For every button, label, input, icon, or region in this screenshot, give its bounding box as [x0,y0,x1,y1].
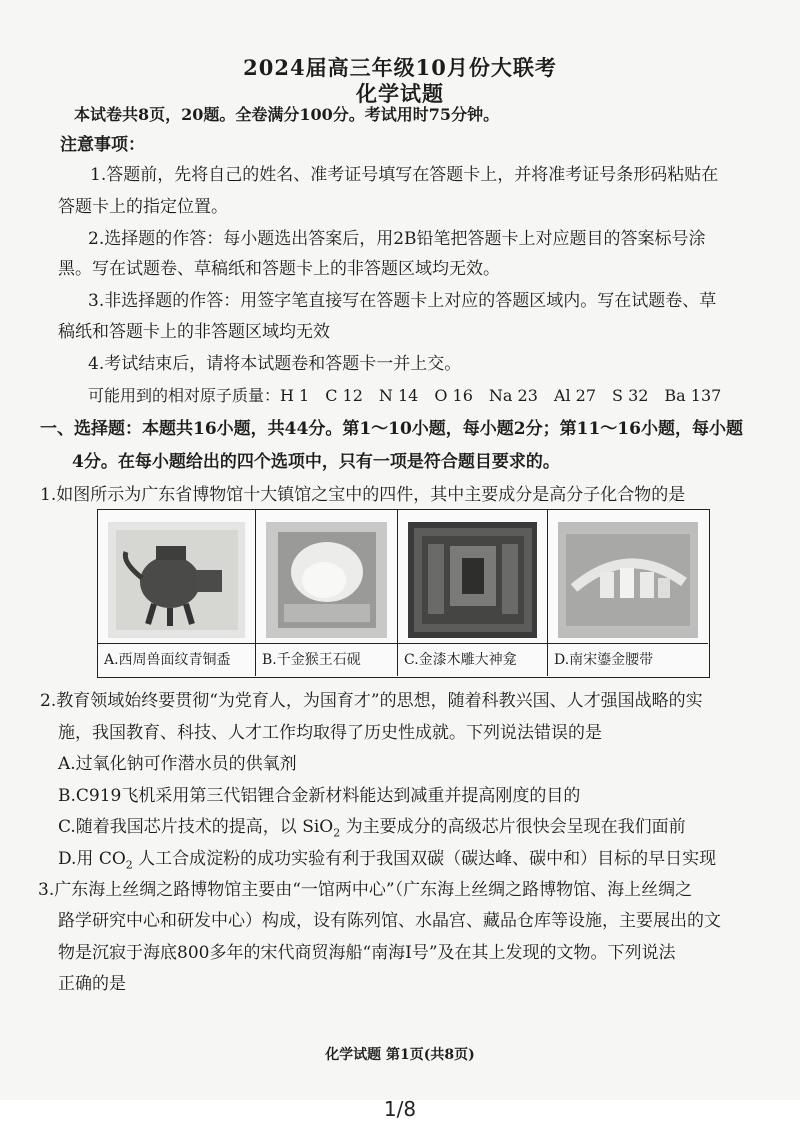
question-2-option-d: D.用 $CO_2$ 人工合成淀粉的成功实验有利于我国双碳（碳达峰、碳中和）目标的早日实现 [58,849,717,872]
option-c-cell [398,510,548,676]
question-3-line-1: 3.广东海上丝绸之路博物馆主要由“一馆两中心”（广东海上丝绸之路博物馆、海上丝绸之 [38,880,693,900]
subject-title: 化学试题 [356,81,444,106]
question-1-stem: 1.如图所示为广东省博物馆十大镇馆之宝中的四件，其中主要成分是高分子化合物的是 [40,485,686,505]
note-4: 4.考试结束后，请将本试题卷和答题卡一并上交。 [88,354,462,374]
option-b-cell [256,510,398,676]
atomic-masses: 可能用到的相对原子质量：H 1 C 12 N 14 O 16 Na 23 Al 27 S 32 Ba 137 [88,386,722,405]
exam-title: 2024届高三年级10月份大联考 [243,55,557,80]
question-2-line-1: 2.教育领域始终要贯彻“为党育人，为国育才”的思想，随着科教兴国、人才强国战略的实 [40,691,703,711]
wooden-shrine-photo [408,522,537,638]
question-3-line-3: 物是沉寂于海底800多年的宋代商贸海船“南海Ⅰ号”及在其上发现的文物。下列说法 [58,943,676,963]
section-1-line-1: 一、选择题：本题共16小题，共44分。第1～10小题，每小题2分；第11～16小题，每小题 [40,419,743,439]
note-2-line-1: 2.选择题的作答：每小题选出答案后，用2B铅笔把答题卡上对应题目的答案标号涂 [88,229,706,249]
viewer-page-indicator: 1/8 [383,1097,417,1121]
page-footer: 化学试题 第1页(共8页) [325,1047,475,1063]
question-2-option-c: C.随着我国芯片技术的提高，以 SiO$_2$ 为主要成分的高级芯片很快会呈现在我们面前 [58,817,686,840]
question-2-option-b: B.C919飞机采用第三代铝锂合金新材料能达到减重并提高刚度的目的 [58,786,581,806]
note-1-line-1: 1.答题前，先将自己的姓名、准考证号填写在答题卡上，并将准考证号条形码粘贴在 [90,165,719,185]
question-3-line-2: 路学研究中心和研发中心）构成，设有陈列馆、水晶宫、藏品仓库等设施，主要展出的文 [58,911,721,931]
option-c-caption: C.金漆木雕大神龛 [398,643,547,676]
gilded-belt-photo [558,522,698,638]
question-2-line-2: 施，我国教育、科技、人才工作均取得了历史性成就。下列说法错误的是 [58,723,602,743]
question-1-figure [97,509,710,678]
bronze-vessel-photo [108,522,245,638]
option-a-caption: A.西周兽面纹青铜盉 [98,643,255,676]
note-3-line-1: 3.非选择题的作答：用签字笔直接写在答题卡上对应的答题区域内。写在试题卷、草 [88,291,717,311]
question-3-line-4: 正确的是 [58,974,126,994]
option-a-cell [98,510,256,676]
option-d-caption: D.南宋鎏金腰带 [548,643,708,676]
section-1-line-2: 4分。在每小题给出的四个选项中，只有一项是符合题目要求的。 [72,452,560,472]
ink-stone-photo [266,522,387,638]
note-1-line-2: 答题卡上的指定位置。 [58,197,228,217]
note-2-line-2: 黑。写在试题卷、草稿纸和答题卡上的非答题区域均无效。 [58,259,500,279]
option-d-cell [548,510,708,676]
exam-info: 本试卷共8页，20题。全卷满分100分。考试用时75分钟。 [74,105,500,124]
question-2-option-a: A.过氧化钠可作潜水员的供氧剂 [58,754,297,774]
notes-heading: 注意事项： [60,135,145,155]
note-3-line-2: 稿纸和答题卡上的非答题区域均无效 [58,322,330,342]
option-b-caption: B.千金猴王石砚 [256,643,397,676]
